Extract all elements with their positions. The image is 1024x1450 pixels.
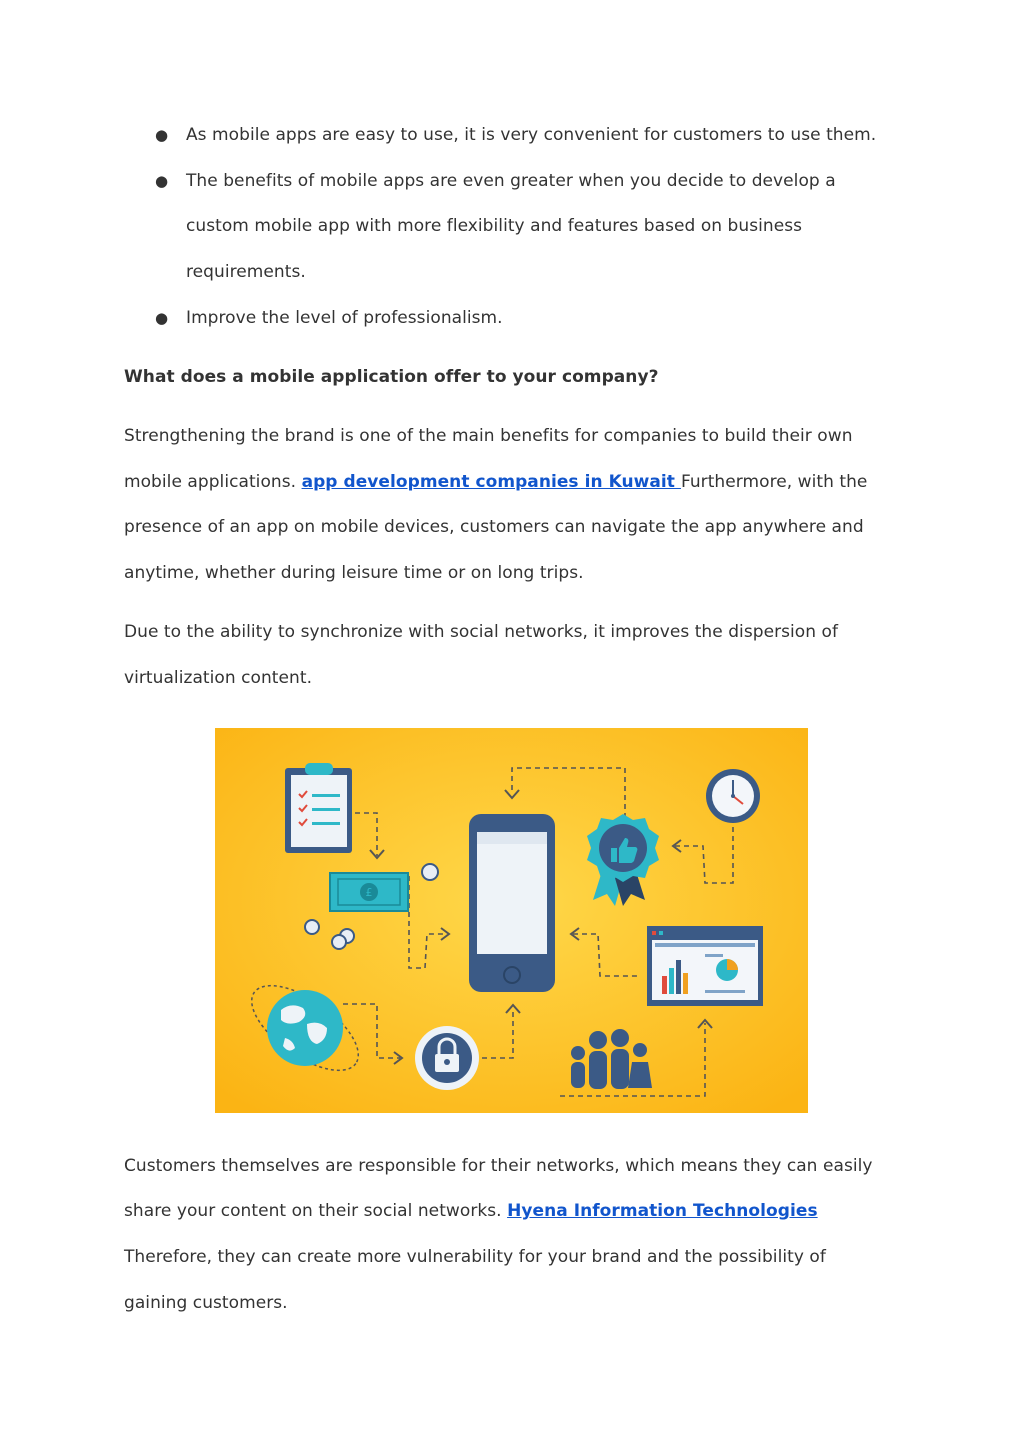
paragraph-line: [124, 470, 867, 494]
bullet-item-text: Improve the level of professionalism.: [186, 308, 503, 328]
hyena-link[interactable]: Hyena Information Technologies: [507, 1201, 818, 1221]
paragraph-text: Furthermore, with the: [680, 472, 868, 492]
paragraph-line: [124, 1199, 818, 1223]
paragraph-line: Therefore, they can create more vulnerability for your brand and the possibility of: [124, 1247, 826, 1267]
bullet-marker: ●: [155, 172, 169, 190]
clock-icon: [706, 769, 760, 823]
bullet-item-text: custom mobile app with more flexibility and features based on business: [186, 216, 803, 236]
bullet-marker: ●: [155, 309, 169, 327]
bullet-marker: ●: [155, 126, 169, 144]
paragraph-line: presence of an app on mobile devices, customers can navigate the app anywhere and: [124, 517, 864, 537]
app-development-link[interactable]: app development companies in Kuwait: [301, 472, 681, 492]
smartphone-icon: [469, 814, 555, 992]
svg-text:£: £: [365, 886, 373, 899]
padlock-icon: [415, 1026, 479, 1090]
bullet-item-text: As mobile apps are easy to use, it is very convenient for customers to use them.: [186, 125, 877, 145]
paragraph-text: mobile applications.: [124, 472, 302, 492]
clipboard-icon: [285, 763, 352, 853]
bullet-item-text: The benefits of mobile apps are even greater when you decide to develop a: [186, 171, 836, 191]
paragraph-line: anytime, whether during leisure time or on long trips.: [124, 563, 584, 583]
section-heading: What does a mobile application offer to your company?: [124, 367, 659, 387]
paragraph-line: Customers themselves are responsible for their networks, which means they can easily: [124, 1156, 873, 1176]
mobile-app-illustration: [215, 728, 808, 1113]
bullet-item-text: requirements.: [186, 262, 306, 282]
paragraph-line: gaining customers.: [124, 1293, 288, 1313]
banknote-icon: [330, 873, 408, 911]
chart-dashboard-icon: [647, 926, 763, 1006]
paragraph-text: share your content on their social networks.: [124, 1201, 508, 1221]
paragraph-line: Strengthening the brand is one of the main benefits for companies to build their own: [124, 426, 853, 446]
paragraph-line: Due to the ability to synchronize with social networks, it improves the dispersion of: [124, 622, 839, 642]
paragraph-line: virtualization content.: [124, 668, 313, 688]
